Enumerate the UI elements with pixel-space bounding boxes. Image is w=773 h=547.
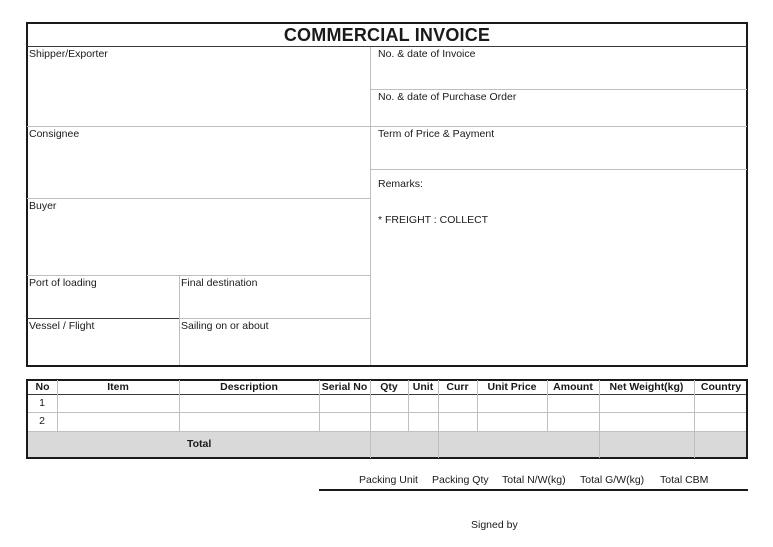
sailing-on-about-label: Sailing on or about [181,320,269,332]
summary-packing-qty: Packing Qty [432,474,489,486]
row-divider-2 [28,431,746,432]
buyer-label: Buyer [29,200,57,212]
invoice-title: COMMERCIAL INVOICE [283,25,491,45]
invoice-form [26,22,748,367]
summary-underline [319,489,748,491]
consignee-label: Consignee [29,128,80,140]
table-header-divider [28,394,746,395]
table-row-no: 2 [39,415,45,427]
vessel-flight-label: Vessel / Flight [29,320,95,332]
divider-port [27,318,179,319]
divider-buyer [27,275,370,276]
summary-total-gw: Total G/W(kg) [580,474,645,486]
divider-invoice-no [371,89,747,90]
divider-shipper [27,126,370,127]
center-divider [370,47,371,365]
col-header-unit-price: Unit Price [487,381,537,393]
divider-consignee [27,198,370,199]
col-header-serial-no: Serial No [321,381,368,393]
port-of-loading-label: Port of loading [29,277,97,289]
summary-packing-unit: Packing Unit [359,474,418,486]
total-row [28,431,746,457]
divider-final-dest [179,318,370,319]
total-label: Total [187,438,212,450]
summary-total-nw: Total N/W(kg) [502,474,566,486]
col-header-qty: Qty [380,381,398,393]
final-destination-label: Final destination [181,277,258,289]
divider-terms [371,169,747,170]
col-header-curr: Curr [446,381,469,393]
col-header-net-weight: Net Weight(kg) [609,381,684,393]
invoice-no-date-label: No. & date of Invoice [378,48,476,60]
remarks-value: * FREIGHT : COLLECT [378,214,489,226]
col-header-unit: Unit [412,381,434,393]
col-header-country: Country [700,381,742,393]
divider-po-no [371,126,747,127]
row-divider-1 [28,412,746,413]
title-divider [27,46,747,47]
shipper-exporter-label: Shipper/Exporter [29,48,108,60]
col-header-item: Item [107,381,129,393]
po-no-date-label: No. & date of Purchase Order [378,91,517,103]
summary-total-cbm: Total CBM [660,474,709,486]
divider-port-final [179,275,180,365]
col-header-amount: Amount [553,381,593,393]
term-price-payment-label: Term of Price & Payment [378,128,495,140]
col-header-no: No [35,381,50,393]
col-header-description: Description [220,381,278,393]
signed-by-label: Signed by [471,519,518,531]
remarks-label: Remarks: [378,178,423,190]
table-row-no: 1 [39,397,45,409]
